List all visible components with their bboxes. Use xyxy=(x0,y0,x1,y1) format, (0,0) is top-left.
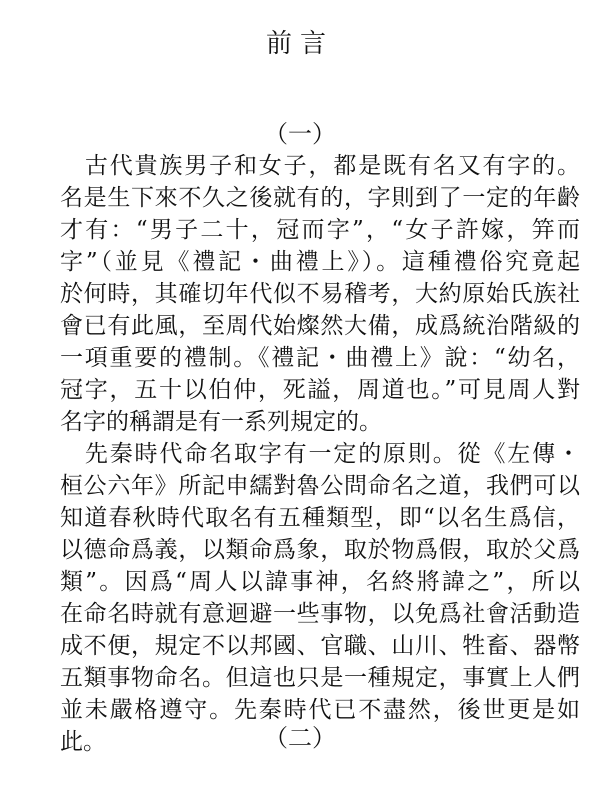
text-line: 成不便，規定不以邦國、官職、山川、牲畜、器幣 xyxy=(60,633,580,659)
text-line: 字”（並見《禮記・曲禮上》）。這種禮俗究竟起 xyxy=(60,249,580,275)
text-line: 一項重要的禮制。《禮記・曲禮上》說：“幼名， xyxy=(60,345,580,371)
text-line: 名是生下來不久之後就有的，字則到了一定的年齡 xyxy=(60,185,580,211)
text-line: 並未嚴格遵守。先秦時代已不盡然，後世更是如 xyxy=(60,697,580,723)
page-title: 前言 xyxy=(265,29,334,59)
text-line: 以德命爲義，以類命爲象，取於物爲假，取於父爲 xyxy=(60,537,580,563)
text-line: 知道春秋時代取名有五種類型，即“以名生爲信， xyxy=(60,505,580,531)
text-line: 五類事物命名。但這也只是一種規定，事實上人們 xyxy=(60,665,580,691)
text-line: 於何時，其確切年代似不易稽考，大約原始氏族社 xyxy=(60,281,580,307)
text-line: 才有：“男子二十，冠而字”，“女子許嫁，笄而 xyxy=(60,217,580,243)
section-heading-2: （二） xyxy=(264,724,336,752)
preface-body xyxy=(60,150,580,758)
text-line: 會已有此風，至周代始燦然大備，成爲統治階級的 xyxy=(60,313,580,339)
text-line: 先秦時代命名取字有一定的原則。從《左傳・ xyxy=(60,441,580,467)
text-line: 名字的稱謂是有一系列規定的。 xyxy=(60,409,382,435)
text-line: 此。 xyxy=(60,729,106,755)
text-line: 古代貴族男子和女子，都是既有名又有字的。 xyxy=(60,153,580,179)
text-line: 類”。因爲“周人以諱事神，名終將諱之”，所以 xyxy=(60,569,580,595)
text-line: 冠字，五十以伯仲，死謚，周道也。”可見周人對 xyxy=(60,377,580,403)
text-line: 在命名時就有意迴避一些事物，以免爲社會活動造 xyxy=(60,601,580,627)
text-line: 桓公六年》所記申繻對魯公問命名之道，我們可以 xyxy=(60,473,580,499)
section-heading-1: （一） xyxy=(264,120,336,148)
